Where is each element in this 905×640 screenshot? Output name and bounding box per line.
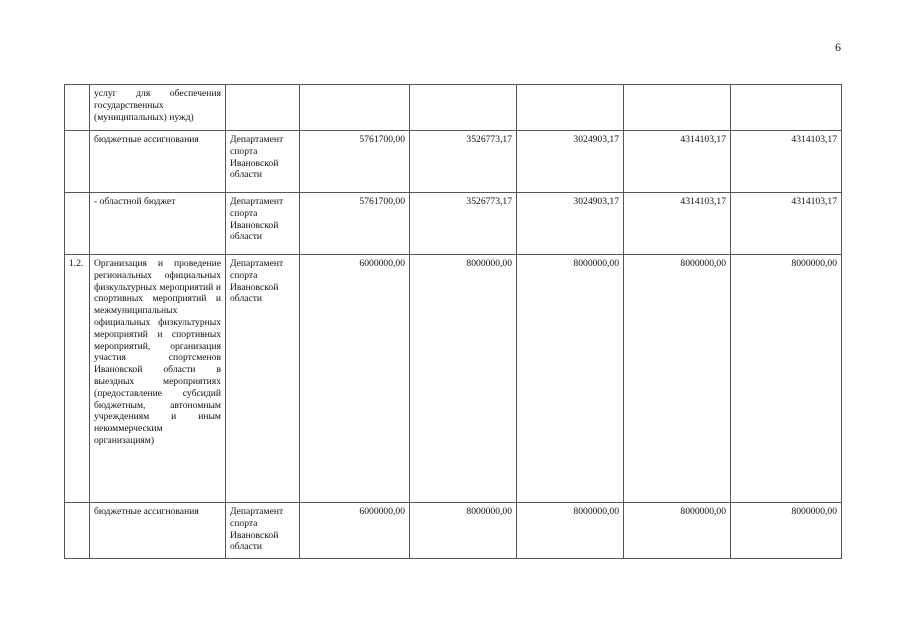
executor-cell: Департамент спорта Ивановской области	[226, 503, 300, 559]
row-number-cell	[65, 193, 90, 255]
page-number: 6	[835, 40, 841, 54]
table-row	[65, 255, 842, 503]
amount-cell: 4314103,17	[731, 131, 842, 193]
amount-cell: 5761700,00	[300, 193, 410, 255]
budget-table	[64, 84, 842, 559]
executor-cell	[226, 85, 300, 131]
amount-cell: 3024903,17	[517, 193, 624, 255]
amount-cell: 3024903,17	[517, 131, 624, 193]
amount-cell: 8000000,00	[624, 255, 731, 503]
amount-cell: 8000000,00	[410, 503, 517, 559]
amount-cell: 3526773,17	[410, 193, 517, 255]
amount-cell	[517, 85, 624, 131]
amount-cell: 8000000,00	[517, 255, 624, 503]
executor-cell: Департамент спорта Ивановской области	[226, 193, 300, 255]
amount-cell: 4314103,17	[624, 193, 731, 255]
amount-cell	[300, 85, 410, 131]
row-number-cell	[65, 503, 90, 559]
amount-cell: 8000000,00	[410, 255, 517, 503]
amount-cell	[624, 85, 731, 131]
item-name-cell: бюджетные ассигнования	[90, 131, 226, 193]
amount-cell: 8000000,00	[517, 503, 624, 559]
row-number-cell	[65, 85, 90, 131]
amount-cell: 8000000,00	[624, 503, 731, 559]
item-name-cell: услуг для обеспечения государственных (муниципальных) нужд)	[90, 85, 226, 131]
table-row	[65, 131, 842, 193]
amount-cell: 8000000,00	[731, 255, 842, 503]
item-name-cell: бюджетные ассигнования	[90, 503, 226, 559]
amount-cell	[731, 85, 842, 131]
table-row	[65, 193, 842, 255]
item-name-cell: Организация и проведение региональных официальных физкультурных мероприятий и спортивных мероприятий и межмуниципальных официальных физкультурных мероприятий и спортивных мероприятий, организация участия спортсменов Ивановской области в выездных мероприятиях (предоставление субсидий бюджетным, автономным учреждениям и иным некоммерческим организациям)	[90, 255, 226, 503]
amount-cell: 6000000,00	[300, 255, 410, 503]
row-number-cell: 1.2.	[65, 255, 90, 503]
item-name-cell: - областной бюджет	[90, 193, 226, 255]
amount-cell	[410, 85, 517, 131]
executor-cell: Департамент спорта Ивановской области	[226, 255, 300, 503]
amount-cell: 3526773,17	[410, 131, 517, 193]
amount-cell: 4314103,17	[731, 193, 842, 255]
table-row	[65, 503, 842, 559]
row-number-cell	[65, 131, 90, 193]
table-row	[65, 85, 842, 131]
executor-cell: Департамент спорта Ивановской области	[226, 131, 300, 193]
amount-cell: 6000000,00	[300, 503, 410, 559]
amount-cell: 4314103,17	[624, 131, 731, 193]
amount-cell: 8000000,00	[731, 503, 842, 559]
amount-cell: 5761700,00	[300, 131, 410, 193]
